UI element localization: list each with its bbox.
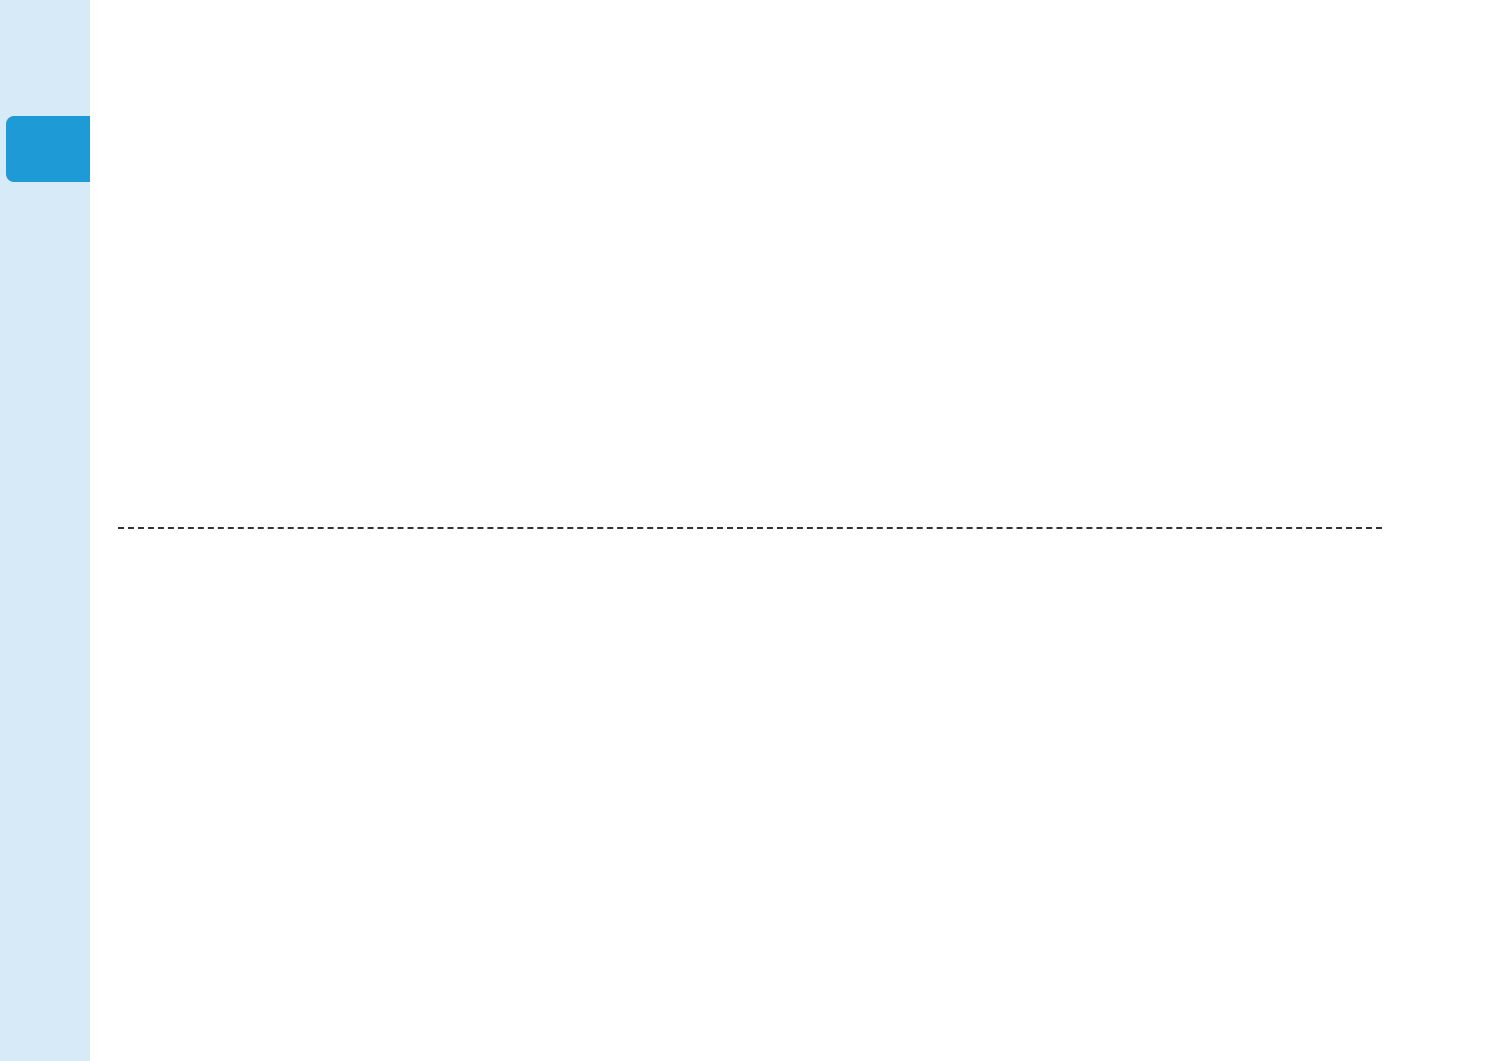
dashed-divider <box>118 527 1382 529</box>
answer-tab <box>6 116 90 182</box>
